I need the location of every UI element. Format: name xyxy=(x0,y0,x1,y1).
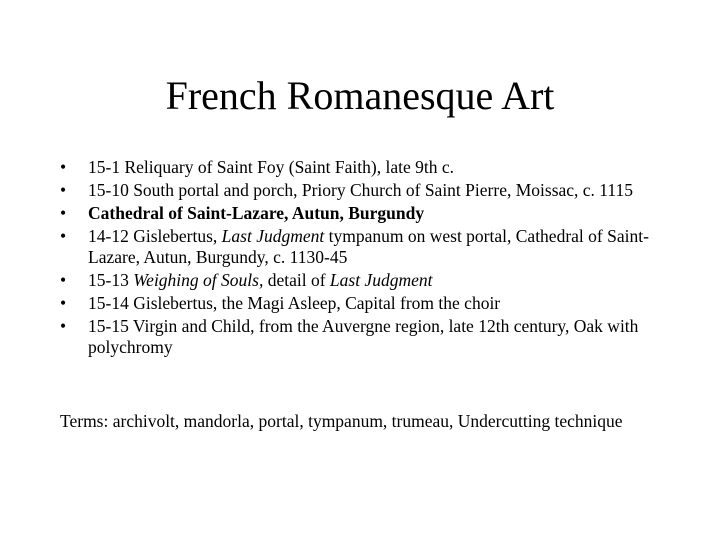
bullet-dot: • xyxy=(60,157,67,177)
bullet-text-italic: Last Judgment xyxy=(221,226,325,246)
slide-title: French Romanesque Art xyxy=(165,73,555,118)
bullet-text-italic: Weighing of Souls, xyxy=(133,270,264,290)
bullet-text-pre: 14-12 Gislebertus, xyxy=(88,226,222,246)
bullet-text-pre: 15-13 xyxy=(88,270,134,290)
list-item xyxy=(60,180,670,201)
bullet-dot: • xyxy=(60,203,67,223)
bullet-text: 15-15 Virgin and Child, from the Auvergne region, late 12th century, Oak with polychromy xyxy=(88,316,639,357)
bullet-dot: • xyxy=(60,180,67,200)
bullet-dot: • xyxy=(60,293,67,313)
list-item xyxy=(60,316,670,358)
bullet-list xyxy=(60,157,670,360)
bullet-text-mid: detail of xyxy=(263,270,330,290)
list-item xyxy=(60,270,670,291)
terms-paragraph: Terms: archivolt, mandorla, portal, tympanum, trumeau, Undercutting technique xyxy=(60,411,623,431)
bullet-text-bold: Cathedral of Saint-Lazare, Autun, Burgundy xyxy=(88,203,425,223)
list-item xyxy=(60,203,670,224)
bullet-dot: • xyxy=(60,226,67,246)
bullet-dot: • xyxy=(60,270,67,290)
list-item xyxy=(60,226,670,268)
list-item xyxy=(60,157,670,178)
bullet-text-italic-2: Last Judgment xyxy=(329,270,433,290)
bullet-dot: • xyxy=(60,316,67,336)
bullet-text-post: tympanum on west portal, Cathedral of Saint-Lazare, Autun, Burgundy, c. 1130-45 xyxy=(88,226,649,267)
list-item xyxy=(60,293,670,314)
bullet-text: 15-14 Gislebertus, the Magi Asleep, Capital from the choir xyxy=(88,293,501,313)
bullet-text: 15-10 South portal and porch, Priory Church of Saint Pierre, Moissac, c. 1115 xyxy=(88,180,634,200)
bullet-text: 15-1 Reliquary of Saint Foy (Saint Faith), late 9th c. xyxy=(88,157,454,177)
